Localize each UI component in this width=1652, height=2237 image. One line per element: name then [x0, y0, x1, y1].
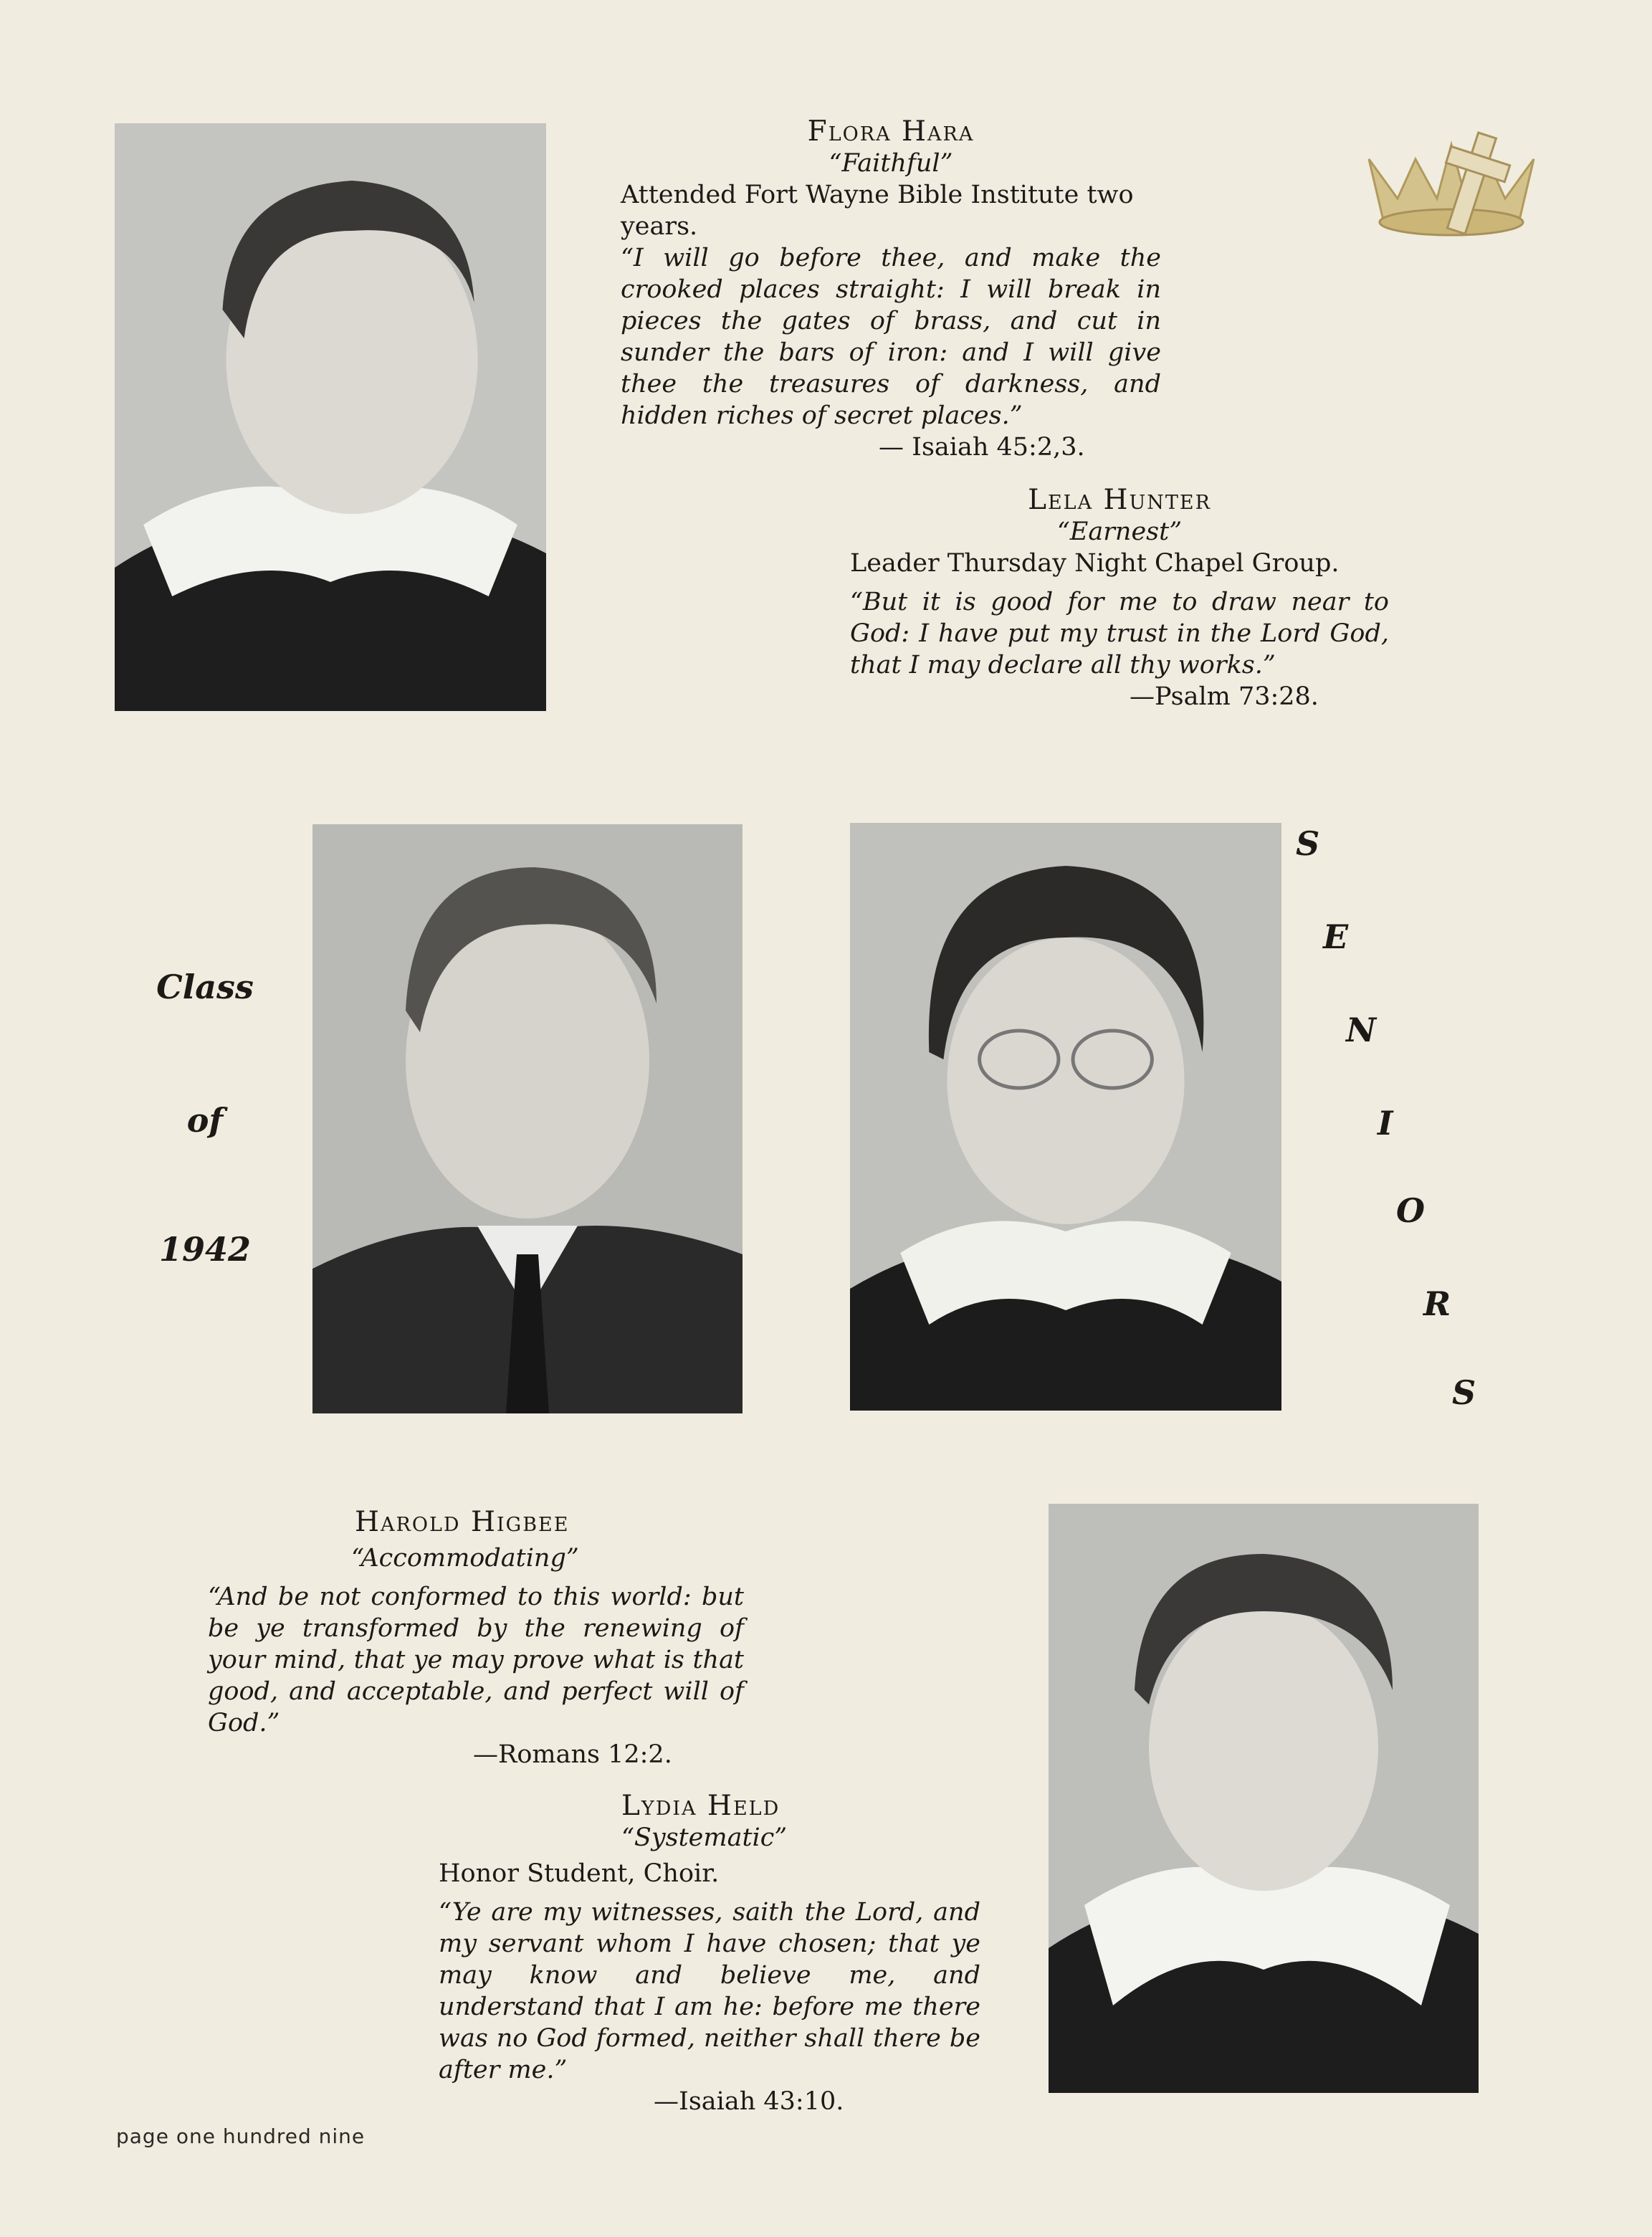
quote-reference: —Isaiah 43:10. [654, 2087, 844, 2116]
entry-lydia-held [439, 1790, 980, 2117]
crown-cross-icon [1362, 130, 1541, 245]
quote-reference: —Psalm 73:28. [1130, 682, 1319, 711]
quote-reference: —Romans 12:2. [473, 1740, 672, 1769]
student-quote: “But it is good for me to draw near to God: I have put my trust in the Lord God, that I may declare all thy works.” [850, 588, 1389, 679]
class-label-line1: Class [156, 968, 254, 1006]
student-name: Lydia Held [621, 1790, 780, 1822]
student-quote: “I will go before thee, and make the crooked places straight: I will break in pieces the gates of brass, and cut in sunder the bars of iron: and I will give thee the treasures of darkness, and hidden riches of secret places.” [621, 244, 1161, 430]
student-name: Flora Hara [807, 115, 975, 148]
seniors-letter: S [1452, 1373, 1476, 1412]
student-name: Lela Hunter [1028, 484, 1211, 516]
seniors-letter: E [1323, 917, 1349, 956]
class-label-line3: 1942 [158, 1230, 252, 1269]
seniors-letter: R [1423, 1284, 1451, 1323]
entry-flora-hara [621, 116, 1161, 463]
student-quote: “Ye are my witnesses, saith the Lord, and my servant whom I have chosen; that ye may know and believe me, and understand that I am he: before me there was no God formed, neither shall there be after me.” [439, 1898, 980, 2084]
photo-lydia-held [1049, 1504, 1479, 2093]
page-number-footer: page one hundred nine [116, 2124, 366, 2148]
student-quote: “And be not conformed to this world: but be ye transformed by the renewing of your mind, that ye may prove what is that good, and acceptable, and perfect will of God.” [208, 1583, 744, 1737]
photo-harold-higbee [312, 824, 743, 1413]
seniors-letter: S [1296, 824, 1320, 863]
student-nickname: “Earnest” [1056, 517, 1183, 546]
student-nickname: “Systematic” [621, 1823, 788, 1852]
student-activity: Leader Thursday Night Chapel Group. [850, 549, 1340, 578]
student-activity: Honor Student, Choir. [439, 1859, 720, 1888]
seniors-letter: O [1396, 1191, 1426, 1230]
quote-reference: — Isaiah 45:2,3. [879, 433, 1085, 462]
seniors-letter: I [1378, 1104, 1393, 1143]
photo-lela-hunter [850, 823, 1281, 1411]
seniors-letter: N [1346, 1011, 1377, 1049]
student-nickname: “Faithful” [829, 149, 953, 178]
student-nickname: “Accommodating” [351, 1544, 579, 1573]
class-label-line2: of [186, 1101, 224, 1140]
entry-lela-hunter [850, 485, 1389, 712]
photo-flora-hara [115, 123, 546, 711]
student-name: Harold Higbee [355, 1506, 570, 1538]
entry-harold-higbee [208, 1507, 744, 1770]
student-activity: Attended Fort Wayne Bible Institute two years. [621, 181, 1134, 241]
